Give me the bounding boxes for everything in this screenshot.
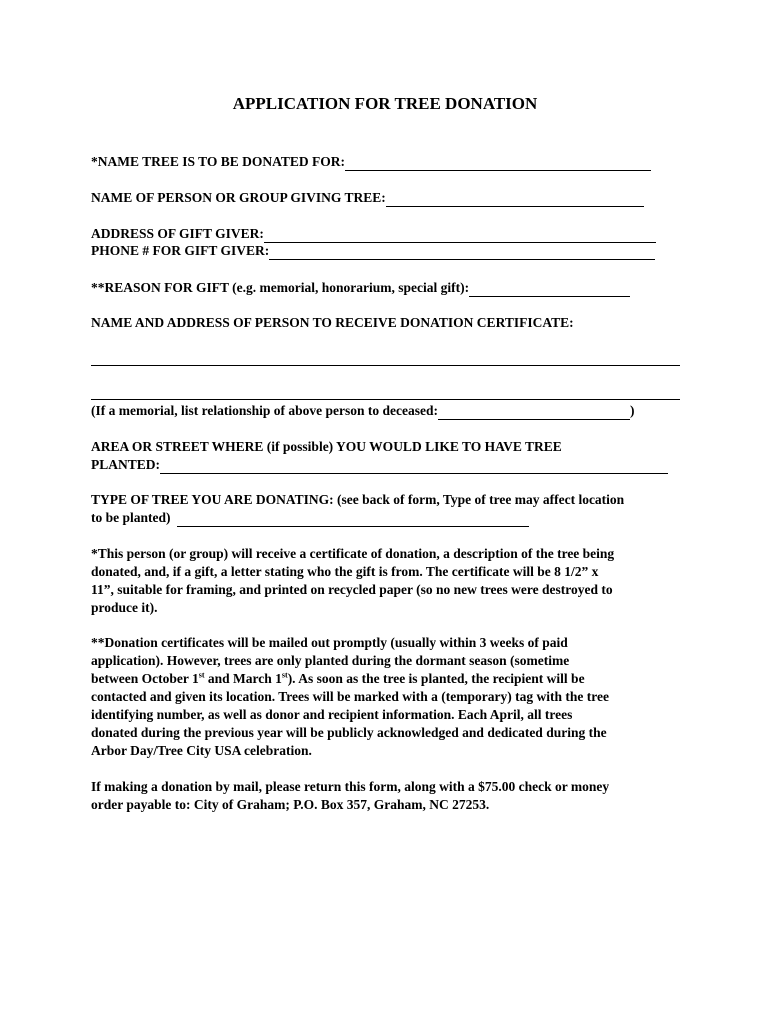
recipient-row bbox=[91, 314, 574, 332]
recipient-name-field[interactable] bbox=[91, 365, 680, 366]
memorial-row bbox=[91, 402, 634, 420]
mailing-text: ). As soon as the tree is planted, the recipient will be bbox=[287, 671, 585, 686]
mailing-text: and March 1 bbox=[204, 671, 282, 686]
giver-phone-label: PHONE # FOR GIFT GIVER: bbox=[91, 243, 270, 258]
certificate-note-line: donated, and, if a gift, a letter stating who the gift is from. The certificate will be 8 1/2” x bbox=[91, 564, 599, 579]
return-note bbox=[91, 778, 691, 814]
area-row-2 bbox=[91, 456, 668, 474]
giver-name-field[interactable] bbox=[386, 192, 644, 207]
return-note-line: If making a donation by mail, please return this form, along with a $75.00 check or money bbox=[91, 779, 610, 794]
mailing-note-line: donated during the previous year will be publicly acknowledged and dedicated during the bbox=[91, 725, 607, 740]
mailing-note-line: contacted and given its location. Trees will be marked with a (temporary) tag with the tree bbox=[91, 689, 609, 704]
type-label-line-2: to be planted) bbox=[91, 510, 171, 525]
giver-phone-row bbox=[91, 242, 655, 260]
tree-type-field[interactable] bbox=[177, 512, 529, 527]
giver-phone-field[interactable] bbox=[269, 245, 655, 260]
return-note-line: order payable to: City of Graham; P.O. Box 357, Graham, NC 27253. bbox=[91, 797, 490, 812]
reason-row bbox=[91, 279, 630, 297]
ordinal-suffix: st bbox=[198, 670, 205, 680]
giver-name-row bbox=[91, 189, 644, 207]
mailing-text: between October 1 bbox=[91, 671, 199, 686]
type-row-2 bbox=[91, 509, 529, 527]
area-field[interactable] bbox=[160, 459, 668, 474]
giver-name-label: NAME OF PERSON OR GROUP GIVING TREE: bbox=[91, 190, 386, 205]
recipient-label: NAME AND ADDRESS OF PERSON TO RECEIVE DONATION CERTIFICATE: bbox=[91, 315, 574, 330]
area-label-line-2: PLANTED: bbox=[91, 457, 161, 472]
mailing-note-line: application). However, trees are only planted during the dormant season (sometime bbox=[91, 653, 570, 668]
area-label-line-1: AREA OR STREET WHERE (if possible) YOU WOULD LIKE TO HAVE TREE bbox=[91, 439, 562, 454]
mailing-note bbox=[91, 634, 691, 760]
reason-field[interactable] bbox=[469, 282, 630, 297]
type-label-line-1: TYPE OF TREE YOU ARE DONATING: (see back of form, Type of tree may affect location bbox=[91, 492, 625, 507]
giver-address-row bbox=[91, 225, 656, 243]
page-title: APPLICATION FOR TREE DONATION bbox=[232, 94, 538, 113]
memorial-close-paren: ) bbox=[629, 403, 635, 418]
mailing-note-line: **Donation certificates will be mailed out promptly (usually within 3 weeks of paid bbox=[91, 635, 568, 650]
area-row-1 bbox=[91, 438, 562, 456]
name-tree-field[interactable] bbox=[345, 156, 651, 171]
reason-label: **REASON FOR GIFT (e.g. memorial, honorarium, special gift): bbox=[91, 280, 470, 295]
giver-address-label: ADDRESS OF GIFT GIVER: bbox=[91, 226, 264, 241]
recipient-address-field[interactable] bbox=[91, 399, 680, 400]
certificate-note-line: 11”, suitable for framing, and printed on recycled paper (so no new trees were destroyed to bbox=[91, 582, 613, 597]
giver-address-field[interactable] bbox=[264, 228, 656, 243]
certificate-note-line: produce it). bbox=[91, 600, 158, 615]
mailing-note-line: Arbor Day/Tree City USA celebration. bbox=[91, 743, 312, 758]
ordinal-suffix: st bbox=[281, 670, 288, 680]
type-row-1 bbox=[91, 491, 624, 509]
certificate-note bbox=[91, 545, 691, 617]
name-tree-label: *NAME TREE IS TO BE DONATED FOR: bbox=[91, 154, 346, 169]
mailing-note-line: identifying number, as well as donor and recipient information. Each April, all trees bbox=[91, 707, 573, 722]
mailing-note-line bbox=[91, 670, 691, 688]
name-tree-row bbox=[91, 153, 651, 171]
memorial-label: (If a memorial, list relationship of above person to deceased: bbox=[91, 403, 438, 418]
certificate-note-line: *This person (or group) will receive a certificate of donation, a description of the tree being bbox=[91, 546, 615, 561]
memorial-relationship-field[interactable] bbox=[438, 405, 630, 420]
